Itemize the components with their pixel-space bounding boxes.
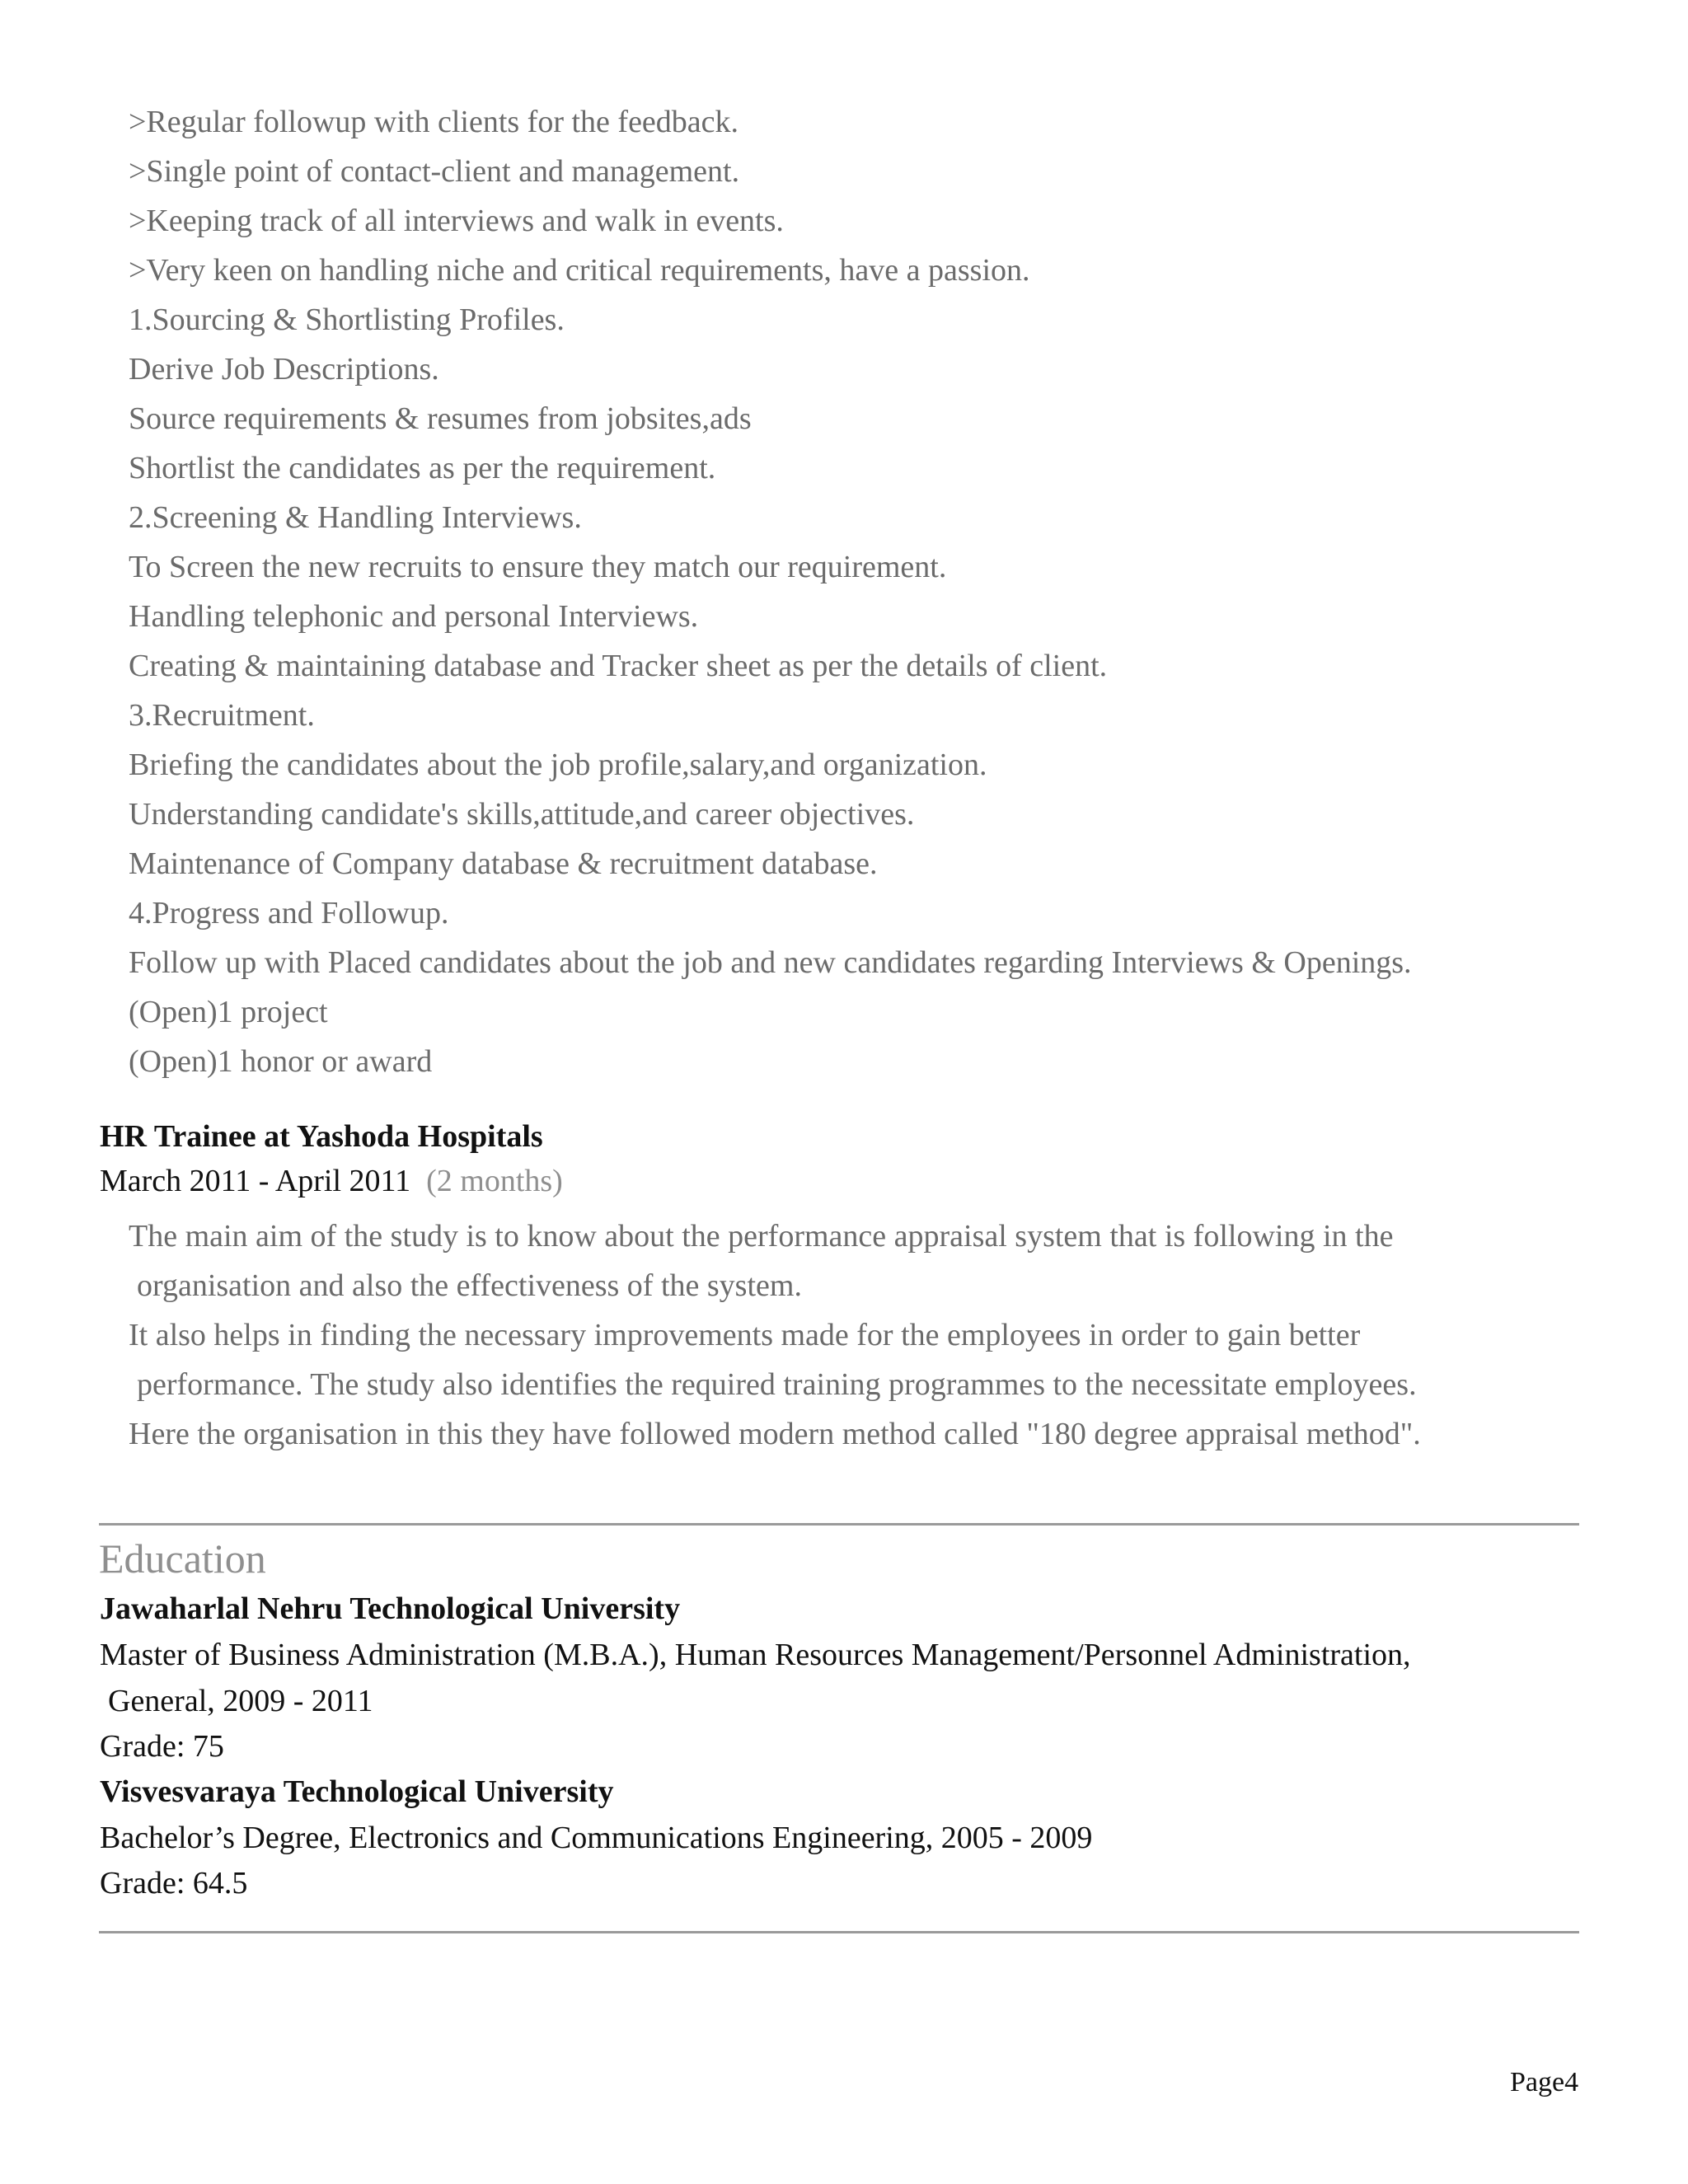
education-institution: Jawaharlal Nehru Technological University (100, 1591, 681, 1626)
section-divider (99, 1523, 1579, 1526)
job-description-line: performance. The study also identifies the required training programmes to the necessitate employees. (137, 1367, 1417, 1402)
description-line: Maintenance of Company database & recruitment database. (129, 846, 878, 881)
description-line: Briefing the candidates about the job profile,salary,and organization. (129, 748, 987, 782)
description-line: Handling telephonic and personal Interviews. (129, 599, 699, 634)
education-degree: Master of Business Administration (M.B.A.), Human Resources Management/Personnel Administration, (100, 1638, 1411, 1672)
experience-description (129, 97, 1612, 1086)
description-line: Follow up with Placed candidates about the job and new candidates regarding Interviews & Openings. (129, 945, 1412, 980)
description-line: >Very keen on handling niche and critical requirements, have a passion. (129, 253, 1030, 288)
job-description (129, 1212, 1629, 1459)
education-institution: Visvesvaraya Technological University (100, 1774, 614, 1809)
description-line: Understanding candidate's skills,attitude,and career objectives. (129, 797, 915, 832)
description-line: 2.Screening & Handling Interviews. (129, 500, 582, 535)
education-heading: Education (99, 1535, 266, 1582)
description-line: To Screen the new recruits to ensure they match our requirement. (129, 550, 947, 584)
job-date-range: March 2011 - April 2011 (100, 1164, 411, 1198)
description-line: 4.Progress and Followup. (129, 896, 449, 930)
description-line: 1.Sourcing & Shortlisting Profiles. (129, 302, 565, 337)
description-line: 3.Recruitment. (129, 698, 315, 733)
description-line: Shortlist the candidates as per the requirement. (129, 451, 716, 485)
job-description-line: The main aim of the study is to know about the performance appraisal system that is following in the (129, 1219, 1394, 1254)
section-divider (99, 1931, 1579, 1933)
education-degree-continued: General, 2009 - 2011 (108, 1684, 373, 1718)
job-description-line: organisation and also the effectiveness of the system. (137, 1268, 802, 1303)
description-line: (Open)1 project (129, 995, 328, 1029)
job-title: HR Trainee at Yashoda Hospitals (100, 1119, 543, 1154)
education-grade: Grade: 75 (100, 1729, 224, 1764)
education-section (100, 1586, 1600, 1905)
description-line: >Keeping track of all interviews and walk in events. (129, 204, 784, 238)
education-degree: Bachelor’s Degree, Electronics and Communications Engineering, 2005 - 2009 (100, 1821, 1093, 1855)
education-grade: Grade: 64.5 (100, 1866, 248, 1900)
description-line: >Single point of contact-client and management. (129, 154, 740, 189)
page-number: Page4 (1510, 2067, 1579, 2097)
description-line: Source requirements & resumes from jobsites,ads (129, 401, 752, 436)
job-description-line: It also helps in finding the necessary improvements made for the employees in order to gain better (129, 1318, 1361, 1352)
job-description-line: Here the organisation in this they have followed modern method called "180 degree appraisal method". (129, 1417, 1421, 1451)
description-line: Derive Job Descriptions. (129, 352, 439, 387)
description-line: Creating & maintaining database and Tracker sheet as per the details of client. (129, 649, 1108, 683)
description-line: >Regular followup with clients for the feedback. (129, 105, 739, 139)
description-line: (Open)1 honor or award (129, 1044, 433, 1079)
job-dates (100, 1163, 563, 1199)
job-duration: (2 months) (426, 1164, 563, 1198)
